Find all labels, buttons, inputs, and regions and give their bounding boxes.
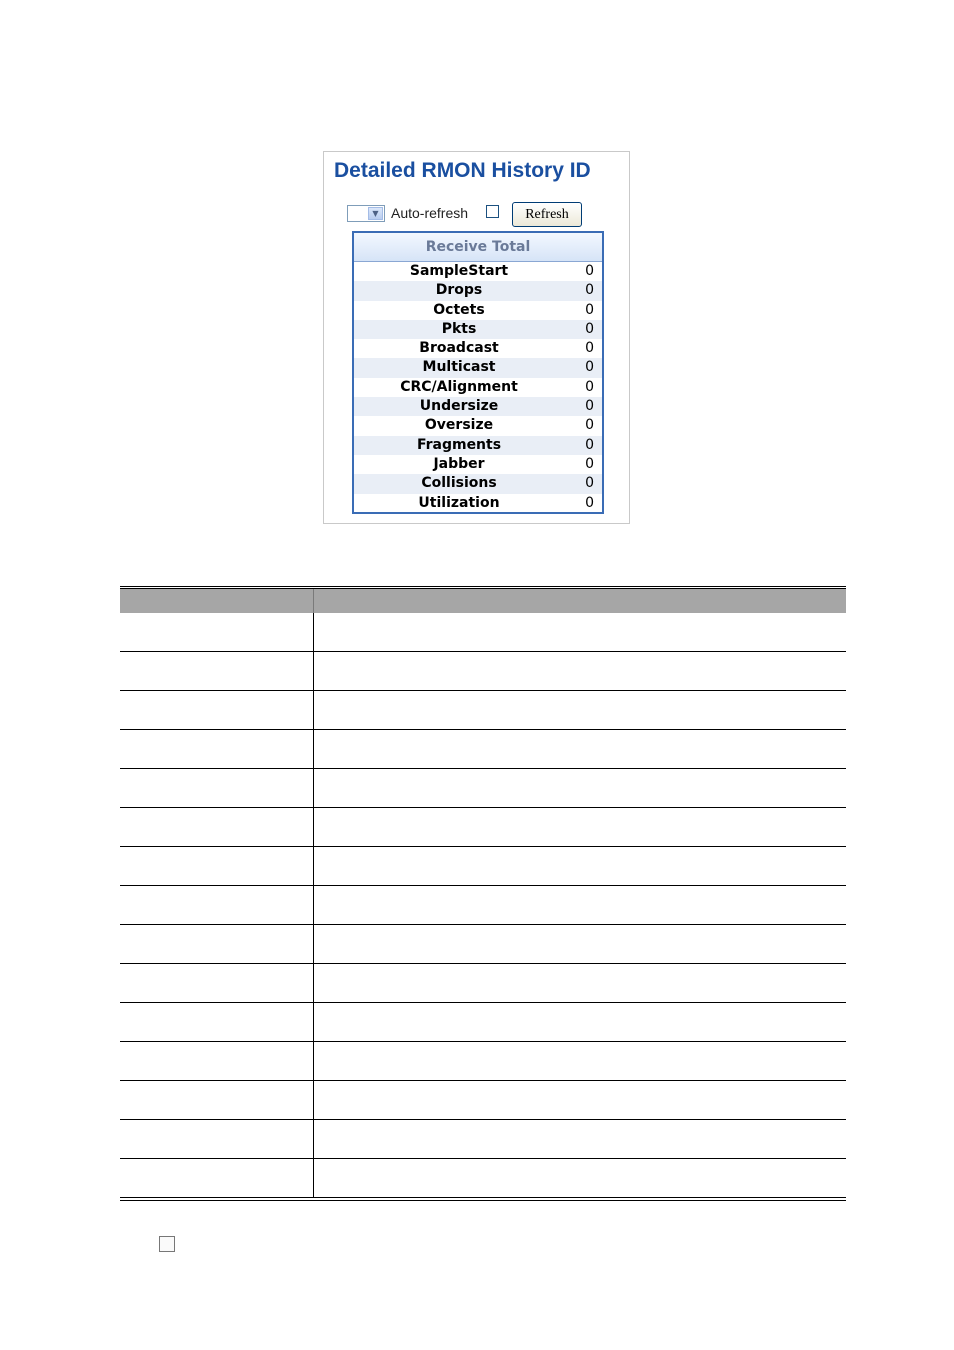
row-value: 0 bbox=[585, 340, 594, 357]
table-row bbox=[354, 301, 602, 320]
row-label: Pkts bbox=[441, 320, 477, 337]
row-label: Oversize bbox=[424, 417, 494, 434]
table-row bbox=[120, 613, 846, 652]
row-value: 0 bbox=[585, 417, 594, 434]
rmon-statistics-table bbox=[352, 231, 604, 514]
toolbar bbox=[347, 202, 627, 228]
table-row bbox=[120, 769, 846, 808]
table-row bbox=[120, 847, 846, 886]
column-divider bbox=[313, 925, 314, 963]
column-divider bbox=[313, 808, 314, 846]
row-label: SampleStart bbox=[409, 263, 509, 279]
row-label: Broadcast bbox=[419, 340, 499, 357]
row-value: 0 bbox=[585, 263, 594, 279]
row-value: 0 bbox=[585, 301, 594, 318]
column-divider bbox=[313, 652, 314, 690]
table-row bbox=[120, 1003, 846, 1042]
note-checkbox-icon bbox=[159, 1236, 175, 1252]
row-value: 0 bbox=[585, 494, 594, 511]
chevron-down-icon[interactable]: ▼ bbox=[368, 207, 383, 220]
table-row bbox=[120, 1081, 846, 1120]
table-row bbox=[354, 494, 602, 513]
column-divider bbox=[313, 589, 314, 613]
row-value: 0 bbox=[585, 475, 594, 492]
table-row bbox=[120, 730, 846, 769]
table-row bbox=[354, 455, 602, 474]
row-label: Collisions bbox=[421, 475, 497, 492]
table-row bbox=[354, 320, 602, 339]
column-divider bbox=[313, 1120, 314, 1158]
history-id-select[interactable] bbox=[347, 205, 385, 222]
column-divider bbox=[313, 964, 314, 1002]
table-row bbox=[120, 652, 846, 691]
column-divider bbox=[313, 730, 314, 768]
table-row bbox=[354, 436, 602, 455]
table-row bbox=[354, 397, 602, 416]
refresh-button[interactable]: Refresh bbox=[512, 202, 582, 227]
page-title: Detailed RMON History ID bbox=[334, 159, 591, 182]
table-row bbox=[120, 925, 846, 964]
row-label: Undersize bbox=[419, 398, 499, 415]
column-divider bbox=[313, 613, 314, 651]
row-label: CRC/Alignment bbox=[400, 378, 518, 395]
column-divider bbox=[313, 1159, 314, 1197]
row-label: Octets bbox=[433, 301, 485, 318]
column-divider bbox=[313, 886, 314, 924]
table-row bbox=[354, 358, 602, 377]
row-label: Jabber bbox=[433, 455, 485, 472]
description-table bbox=[120, 586, 846, 1201]
column-divider bbox=[313, 1003, 314, 1041]
row-value: 0 bbox=[585, 320, 594, 337]
row-value: 0 bbox=[585, 282, 594, 299]
table-header: Receive Total bbox=[354, 233, 602, 262]
table-row bbox=[120, 1120, 846, 1159]
column-divider bbox=[313, 769, 314, 807]
rmon-history-panel bbox=[323, 151, 630, 524]
column-divider bbox=[313, 1042, 314, 1080]
row-label: Utilization bbox=[418, 494, 500, 511]
row-value: 0 bbox=[585, 455, 594, 472]
row-value: 0 bbox=[585, 436, 594, 453]
row-label: Fragments bbox=[416, 436, 502, 453]
column-divider bbox=[313, 847, 314, 885]
auto-refresh-checkbox[interactable] bbox=[486, 205, 499, 218]
table-row bbox=[354, 281, 602, 300]
table-row bbox=[354, 474, 602, 493]
row-label: Multicast bbox=[422, 359, 496, 376]
row-label: Drops bbox=[435, 282, 483, 299]
table-row bbox=[120, 886, 846, 925]
table-bottom-rule bbox=[120, 1198, 846, 1201]
row-value: 0 bbox=[585, 378, 594, 395]
column-divider bbox=[313, 691, 314, 729]
table-row bbox=[354, 416, 602, 435]
table-row bbox=[120, 808, 846, 847]
table-row bbox=[354, 378, 602, 397]
table-row bbox=[120, 1159, 846, 1198]
table-row bbox=[354, 262, 602, 281]
table-row bbox=[120, 1042, 846, 1081]
row-value: 0 bbox=[585, 359, 594, 376]
row-value: 0 bbox=[585, 398, 594, 415]
table-header-row bbox=[120, 589, 846, 613]
column-divider bbox=[313, 1081, 314, 1119]
table-row bbox=[120, 691, 846, 730]
table-row bbox=[354, 339, 602, 358]
table-row bbox=[120, 964, 846, 1003]
auto-refresh-label: Auto-refresh bbox=[391, 205, 469, 221]
